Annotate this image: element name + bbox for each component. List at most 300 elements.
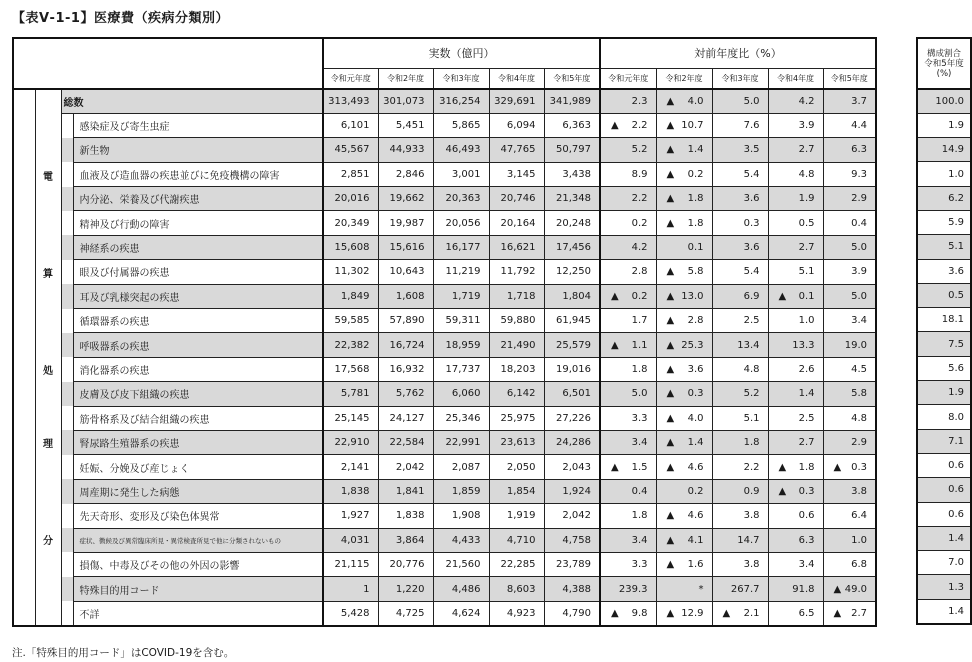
ratio-value: 5.0 bbox=[631, 388, 648, 400]
ratio-value-cell bbox=[768, 138, 823, 162]
table-row bbox=[13, 601, 876, 625]
ratio-value: 7.6 bbox=[743, 120, 760, 132]
composition-row bbox=[917, 113, 971, 137]
row-indent bbox=[61, 162, 73, 186]
ratio-value: 8.9 bbox=[631, 168, 648, 180]
header-composition bbox=[917, 38, 971, 89]
actual-value-cell: 1,924 bbox=[544, 479, 600, 503]
actual-value-cell: 5,428 bbox=[323, 601, 378, 625]
ratio-value: 5.1 bbox=[743, 412, 760, 424]
actual-value-cell: 4,433 bbox=[433, 528, 489, 552]
actual-value-cell: 25,975 bbox=[489, 406, 544, 430]
actual-value-cell: 46,493 bbox=[433, 138, 489, 162]
ratio-value-cell bbox=[768, 187, 823, 211]
row-label: 消化器系の疾患 bbox=[73, 357, 323, 381]
ratio-value-cell bbox=[656, 357, 712, 381]
vertical-label-char: 電 bbox=[43, 171, 53, 183]
actual-value-cell: 11,302 bbox=[323, 260, 378, 284]
actual-value-cell: 301,073 bbox=[378, 89, 433, 113]
ratio-value-cell bbox=[823, 284, 876, 308]
ratio-value: 2.9 bbox=[851, 193, 867, 205]
actual-value-cell: 15,616 bbox=[378, 235, 433, 259]
table-row bbox=[13, 382, 876, 406]
ratio-value-cell bbox=[600, 577, 656, 601]
row-label: 損傷、中毒及びその他の外因の影響 bbox=[73, 552, 323, 576]
row-label: 内分泌、栄養及び代謝疾患 bbox=[73, 187, 323, 211]
ratio-value-cell bbox=[823, 406, 876, 430]
composition-value-cell: 18.1 bbox=[917, 308, 971, 332]
composition-row bbox=[917, 138, 971, 162]
actual-value-cell: 16,932 bbox=[378, 357, 433, 381]
ratio-value-cell bbox=[712, 333, 768, 357]
ratio-value: 5.1 bbox=[798, 266, 815, 278]
ratio-value: 3.4 bbox=[631, 437, 648, 449]
row-label: 精神及び行動の障害 bbox=[73, 211, 323, 235]
ratio-value: 267.7 bbox=[730, 583, 760, 595]
row-indent bbox=[61, 357, 73, 381]
negative-triangle-icon: ▲ bbox=[666, 266, 675, 278]
actual-value-cell: 1,841 bbox=[378, 479, 433, 503]
actual-value-cell: 21,115 bbox=[323, 552, 378, 576]
ratio-value: 4.1 bbox=[687, 534, 704, 546]
negative-triangle-icon: ▲ bbox=[611, 461, 619, 473]
ratio-value: 6.4 bbox=[851, 510, 867, 522]
ratio-value-cell bbox=[768, 577, 823, 601]
actual-value-cell: 2,043 bbox=[544, 455, 600, 479]
actual-value-cell: 11,219 bbox=[433, 260, 489, 284]
actual-value-cell: 4,790 bbox=[544, 601, 600, 625]
table-row bbox=[13, 309, 876, 333]
actual-value-cell: 24,286 bbox=[544, 430, 600, 454]
ratio-value: 0.2 bbox=[631, 290, 648, 302]
header-composition-line: (%) bbox=[936, 68, 952, 79]
ratio-value: 1.1 bbox=[631, 339, 648, 351]
ratio-value: 6.5 bbox=[798, 607, 815, 619]
actual-value-cell: 57,890 bbox=[378, 309, 433, 333]
actual-value-cell: 2,050 bbox=[489, 455, 544, 479]
ratio-value-cell bbox=[768, 235, 823, 259]
table-title: 【表Ⅴ-1-1】医療費（疾病分類別） bbox=[12, 11, 229, 26]
ratio-value-cell bbox=[768, 284, 823, 308]
ratio-value-cell bbox=[600, 406, 656, 430]
ratio-value: 1.7 bbox=[631, 315, 648, 327]
negative-triangle-icon: ▲ bbox=[778, 461, 787, 473]
table-row bbox=[13, 138, 876, 162]
ratio-value-cell bbox=[768, 601, 823, 625]
ratio-value: 9.8 bbox=[631, 607, 648, 619]
ratio-value: 1.0 bbox=[798, 315, 815, 327]
ratio-value: 0.4 bbox=[851, 217, 867, 229]
composition-value-cell: 1.4 bbox=[917, 599, 971, 623]
row-indent bbox=[61, 455, 73, 479]
actual-value-cell: 1,919 bbox=[489, 504, 544, 528]
ratio-value-cell bbox=[600, 382, 656, 406]
ratio-value: 19.0 bbox=[844, 339, 867, 351]
actual-value-cell: 19,016 bbox=[544, 357, 600, 381]
ratio-value-cell bbox=[768, 211, 823, 235]
ratio-value: 3.8 bbox=[851, 485, 867, 497]
composition-row bbox=[917, 551, 971, 575]
row-indent bbox=[61, 577, 73, 601]
ratio-value-cell bbox=[768, 504, 823, 528]
ratio-value-cell bbox=[768, 333, 823, 357]
negative-triangle-icon: ▲ bbox=[666, 315, 675, 327]
ratio-value: 6.3 bbox=[851, 144, 867, 156]
actual-value-cell: 21,490 bbox=[489, 333, 544, 357]
ratio-value: 3.3 bbox=[631, 559, 648, 571]
header-year: 令和3年度 bbox=[712, 68, 768, 89]
negative-triangle-icon: ▲ bbox=[666, 559, 675, 571]
actual-value-cell: 2,087 bbox=[433, 455, 489, 479]
ratio-value-cell bbox=[600, 455, 656, 479]
ratio-value: 6.9 bbox=[743, 290, 760, 302]
ratio-value: 239.3 bbox=[618, 583, 648, 595]
ratio-value-cell bbox=[712, 504, 768, 528]
ratio-value: 5.0 bbox=[743, 95, 760, 107]
ratio-value-cell bbox=[656, 89, 712, 113]
ratio-value-cell bbox=[768, 479, 823, 503]
ratio-value: 3.6 bbox=[687, 363, 704, 375]
ratio-value-cell bbox=[656, 552, 712, 576]
negative-triangle-icon: ▲ bbox=[611, 290, 619, 302]
ratio-value-cell bbox=[712, 235, 768, 259]
actual-value-cell: 4,710 bbox=[489, 528, 544, 552]
composition-value-cell: 0.6 bbox=[917, 502, 971, 526]
composition-value-cell: 1.9 bbox=[917, 381, 971, 405]
ratio-value-cell bbox=[823, 260, 876, 284]
actual-value-cell: 5,762 bbox=[378, 382, 433, 406]
composition-value-cell: 0.6 bbox=[917, 478, 971, 502]
ratio-value-cell bbox=[712, 138, 768, 162]
row-label: 腎尿路生殖器系の疾患 bbox=[73, 430, 323, 454]
negative-triangle-icon: ▲ bbox=[666, 461, 675, 473]
actual-value-cell: 59,585 bbox=[323, 309, 378, 333]
ratio-value: 49.0 bbox=[844, 583, 867, 595]
ratio-value-cell bbox=[600, 357, 656, 381]
ratio-value-cell bbox=[823, 333, 876, 357]
ratio-value-cell bbox=[656, 187, 712, 211]
ratio-value-cell bbox=[823, 138, 876, 162]
ratio-value-cell bbox=[823, 528, 876, 552]
ratio-value: 0.5 bbox=[798, 217, 815, 229]
ratio-value-cell bbox=[712, 382, 768, 406]
negative-triangle-icon: ▲ bbox=[611, 120, 619, 132]
composition-row bbox=[917, 332, 971, 356]
header-blank bbox=[13, 38, 323, 89]
actual-value-cell: 61,945 bbox=[544, 309, 600, 333]
ratio-value: 3.6 bbox=[743, 242, 760, 254]
ratio-value: 3.4 bbox=[631, 534, 648, 546]
actual-value-cell: 17,737 bbox=[433, 357, 489, 381]
ratio-value: 14.7 bbox=[737, 534, 760, 546]
actual-value-cell: 3,145 bbox=[489, 162, 544, 186]
actual-value-cell: 2,042 bbox=[378, 455, 433, 479]
ratio-value-cell bbox=[600, 89, 656, 113]
header-ratio: 対前年度比（%） bbox=[600, 38, 876, 68]
vertical-label-char: 理 bbox=[43, 439, 53, 451]
ratio-value: 5.8 bbox=[851, 388, 867, 400]
header-year: 令和3年度 bbox=[433, 68, 489, 89]
ratio-value-cell bbox=[823, 211, 876, 235]
ratio-value: 0.3 bbox=[687, 388, 704, 400]
row-label: 眼及び付属器の疾患 bbox=[73, 260, 323, 284]
row-indent bbox=[61, 601, 73, 625]
header-year: 令和4年度 bbox=[768, 68, 823, 89]
ratio-value-cell bbox=[712, 162, 768, 186]
table-row bbox=[13, 284, 876, 308]
actual-value-cell: 17,568 bbox=[323, 357, 378, 381]
negative-triangle-icon: ▲ bbox=[722, 607, 731, 619]
negative-triangle-icon: ▲ bbox=[666, 95, 675, 107]
ratio-value: * bbox=[698, 583, 704, 595]
row-indent bbox=[61, 187, 73, 211]
negative-triangle-icon: ▲ bbox=[666, 534, 675, 546]
actual-value-cell: 1,719 bbox=[433, 284, 489, 308]
ratio-value: 1.8 bbox=[687, 193, 704, 205]
ratio-value: 1.4 bbox=[687, 144, 704, 156]
ratio-value-cell bbox=[712, 528, 768, 552]
ratio-value: 0.2 bbox=[687, 485, 704, 497]
medical-cost-table bbox=[12, 37, 877, 627]
actual-value-cell: 59,311 bbox=[433, 309, 489, 333]
actual-value-cell: 1,804 bbox=[544, 284, 600, 308]
table-row bbox=[13, 162, 876, 186]
ratio-value-cell bbox=[600, 211, 656, 235]
negative-triangle-icon: ▲ bbox=[666, 412, 675, 424]
composition-row bbox=[917, 429, 971, 453]
ratio-value-cell bbox=[600, 528, 656, 552]
header-year: 令和元年度 bbox=[600, 68, 656, 89]
ratio-value-cell bbox=[600, 479, 656, 503]
ratio-value-cell bbox=[768, 382, 823, 406]
ratio-value: 2.9 bbox=[851, 437, 867, 449]
actual-value-cell: 4,923 bbox=[489, 601, 544, 625]
actual-value-cell: 316,254 bbox=[433, 89, 489, 113]
ratio-value: 3.9 bbox=[798, 120, 815, 132]
actual-value-cell: 25,346 bbox=[433, 406, 489, 430]
ratio-value-cell bbox=[600, 601, 656, 625]
actual-value-cell: 44,933 bbox=[378, 138, 433, 162]
actual-value-cell: 1,718 bbox=[489, 284, 544, 308]
vertical-label-char: 処 bbox=[43, 366, 53, 378]
header-actual: 実数（億円） bbox=[323, 38, 600, 68]
ratio-value-cell bbox=[712, 455, 768, 479]
header-composition-line: 令和5年度 bbox=[924, 58, 964, 69]
ratio-value: 4.2 bbox=[631, 242, 648, 254]
table-row bbox=[13, 260, 876, 284]
ratio-value: 1.5 bbox=[631, 461, 648, 473]
ratio-value: 4.4 bbox=[851, 120, 867, 132]
actual-value-cell: 20,016 bbox=[323, 187, 378, 211]
actual-value-cell: 19,662 bbox=[378, 187, 433, 211]
ratio-value-cell bbox=[712, 430, 768, 454]
actual-value-cell: 50,797 bbox=[544, 138, 600, 162]
ratio-value-cell bbox=[768, 455, 823, 479]
actual-value-cell: 313,493 bbox=[323, 89, 378, 113]
ratio-value-cell bbox=[823, 382, 876, 406]
composition-value-cell: 0.6 bbox=[917, 453, 971, 477]
composition-row bbox=[917, 356, 971, 380]
ratio-value-cell bbox=[712, 89, 768, 113]
ratio-value: 3.6 bbox=[743, 193, 760, 205]
ratio-value-cell bbox=[656, 333, 712, 357]
actual-value-cell: 45,567 bbox=[323, 138, 378, 162]
actual-value-cell: 1 bbox=[323, 577, 378, 601]
composition-value-cell: 7.5 bbox=[917, 332, 971, 356]
row-label: 皮膚及び皮下組織の疾患 bbox=[73, 382, 323, 406]
table-row bbox=[13, 430, 876, 454]
ratio-value-cell bbox=[823, 187, 876, 211]
ratio-value-cell bbox=[823, 430, 876, 454]
composition-value-cell: 0.5 bbox=[917, 283, 971, 307]
actual-value-cell: 18,959 bbox=[433, 333, 489, 357]
actual-value-cell: 1,859 bbox=[433, 479, 489, 503]
ratio-value: 6.3 bbox=[798, 534, 815, 546]
actual-value-cell: 12,250 bbox=[544, 260, 600, 284]
composition-row bbox=[917, 308, 971, 332]
row-label: 妊娠、分娩及び産じょく bbox=[73, 455, 323, 479]
ratio-value: 4.6 bbox=[687, 510, 704, 522]
ratio-value-cell bbox=[600, 552, 656, 576]
ratio-value: 10.7 bbox=[681, 120, 704, 132]
ratio-value-cell bbox=[712, 577, 768, 601]
ratio-value-cell bbox=[600, 309, 656, 333]
composition-value-cell: 5.1 bbox=[917, 235, 971, 259]
ratio-value-cell bbox=[656, 138, 712, 162]
ratio-value: 12.9 bbox=[681, 607, 704, 619]
row-label: 呼吸器系の疾患 bbox=[73, 333, 323, 357]
ratio-value: 2.2 bbox=[743, 461, 760, 473]
ratio-value: 3.7 bbox=[851, 95, 867, 107]
row-label: 神経系の疾患 bbox=[73, 235, 323, 259]
composition-row bbox=[917, 381, 971, 405]
ratio-value-cell bbox=[712, 284, 768, 308]
ratio-value-cell bbox=[656, 382, 712, 406]
ratio-value-cell bbox=[656, 162, 712, 186]
vertical-label-char: 分 bbox=[43, 536, 53, 548]
composition-value-cell: 6.2 bbox=[917, 186, 971, 210]
ratio-value: 5.4 bbox=[743, 168, 760, 180]
row-indent bbox=[61, 235, 73, 259]
row-indent bbox=[61, 113, 73, 137]
actual-value-cell: 4,486 bbox=[433, 577, 489, 601]
composition-row bbox=[917, 235, 971, 259]
row-indent bbox=[61, 528, 73, 552]
actual-value-cell: 6,501 bbox=[544, 382, 600, 406]
ratio-value: 4.8 bbox=[851, 412, 867, 424]
ratio-value-cell bbox=[823, 309, 876, 333]
actual-value-cell: 23,789 bbox=[544, 552, 600, 576]
actual-value-cell: 1,220 bbox=[378, 577, 433, 601]
composition-table bbox=[916, 37, 972, 625]
actual-value-cell: 27,226 bbox=[544, 406, 600, 430]
composition-row bbox=[917, 478, 971, 502]
ratio-value-cell bbox=[656, 479, 712, 503]
footnote: 注.「特殊目的用コード」はCOVID-19を含む。 bbox=[12, 647, 235, 659]
actual-value-cell: 20,349 bbox=[323, 211, 378, 235]
composition-row bbox=[917, 405, 971, 429]
composition-row bbox=[917, 210, 971, 234]
header-composition-line: 構成割合 bbox=[926, 48, 961, 59]
negative-triangle-icon: ▲ bbox=[666, 339, 675, 351]
negative-triangle-icon: ▲ bbox=[666, 193, 675, 205]
ratio-value: 3.4 bbox=[851, 315, 867, 327]
ratio-value-cell bbox=[768, 162, 823, 186]
ratio-value: 1.8 bbox=[687, 217, 704, 229]
actual-value-cell: 16,177 bbox=[433, 235, 489, 259]
ratio-value-cell bbox=[656, 577, 712, 601]
actual-value-cell: 20,363 bbox=[433, 187, 489, 211]
negative-triangle-icon: ▲ bbox=[611, 339, 619, 351]
actual-value-cell: 25,145 bbox=[323, 406, 378, 430]
ratio-value-cell bbox=[656, 601, 712, 625]
ratio-value: 2.5 bbox=[798, 412, 815, 424]
row-label: 耳及び乳様突起の疾患 bbox=[73, 284, 323, 308]
table-row bbox=[13, 89, 876, 113]
ratio-value-cell bbox=[712, 357, 768, 381]
ratio-value: 1.6 bbox=[687, 559, 704, 571]
ratio-value: 1.4 bbox=[687, 437, 704, 449]
ratio-value: 13.4 bbox=[737, 339, 760, 351]
ratio-value-cell bbox=[600, 235, 656, 259]
row-label: 特殊目的用コード bbox=[73, 577, 323, 601]
ratio-value: 4.0 bbox=[687, 95, 704, 107]
ratio-value: 4.5 bbox=[851, 363, 867, 375]
ratio-value: 0.2 bbox=[687, 168, 704, 180]
ratio-value: 0.2 bbox=[631, 217, 648, 229]
row-label: 血液及び造血器の疾患並びに免疫機構の障害 bbox=[73, 162, 323, 186]
ratio-value: 25.3 bbox=[681, 339, 704, 351]
ratio-value-cell bbox=[600, 162, 656, 186]
ratio-value: 1.8 bbox=[631, 510, 648, 522]
composition-value-cell: 1.9 bbox=[917, 113, 971, 137]
ratio-value-cell bbox=[600, 284, 656, 308]
composition-row bbox=[917, 186, 971, 210]
ratio-value-cell bbox=[823, 455, 876, 479]
ratio-value: 0.3 bbox=[743, 217, 760, 229]
ratio-value: 0.4 bbox=[631, 485, 648, 497]
ratio-value-cell bbox=[600, 113, 656, 137]
actual-value-cell: 5,451 bbox=[378, 113, 433, 137]
ratio-value: 0.3 bbox=[798, 485, 815, 497]
ratio-value-cell bbox=[823, 235, 876, 259]
composition-value-cell: 5.6 bbox=[917, 356, 971, 380]
ratio-value-cell bbox=[768, 406, 823, 430]
ratio-value: 3.4 bbox=[798, 559, 815, 571]
composition-value-cell: 5.9 bbox=[917, 210, 971, 234]
ratio-value-cell bbox=[600, 260, 656, 284]
ratio-value: 9.3 bbox=[851, 168, 867, 180]
actual-value-cell: 16,621 bbox=[489, 235, 544, 259]
actual-value-cell: 10,643 bbox=[378, 260, 433, 284]
ratio-value-cell bbox=[823, 89, 876, 113]
row-label: 先天奇形、変形及び染色体異常 bbox=[73, 504, 323, 528]
negative-triangle-icon: ▲ bbox=[666, 168, 675, 180]
actual-value-cell: 8,603 bbox=[489, 577, 544, 601]
ratio-value-cell bbox=[823, 357, 876, 381]
ratio-value-cell bbox=[656, 504, 712, 528]
ratio-value: 1.4 bbox=[798, 388, 815, 400]
vertical-label-char: 算 bbox=[43, 269, 53, 281]
ratio-value: 5.2 bbox=[631, 144, 648, 156]
negative-triangle-icon: ▲ bbox=[666, 363, 675, 375]
ratio-value-cell bbox=[823, 577, 876, 601]
actual-value-cell: 18,203 bbox=[489, 357, 544, 381]
row-label: 周産期に発生した病態 bbox=[73, 479, 323, 503]
ratio-value-cell bbox=[712, 211, 768, 235]
actual-value-cell: 22,910 bbox=[323, 430, 378, 454]
actual-value-cell: 3,001 bbox=[433, 162, 489, 186]
